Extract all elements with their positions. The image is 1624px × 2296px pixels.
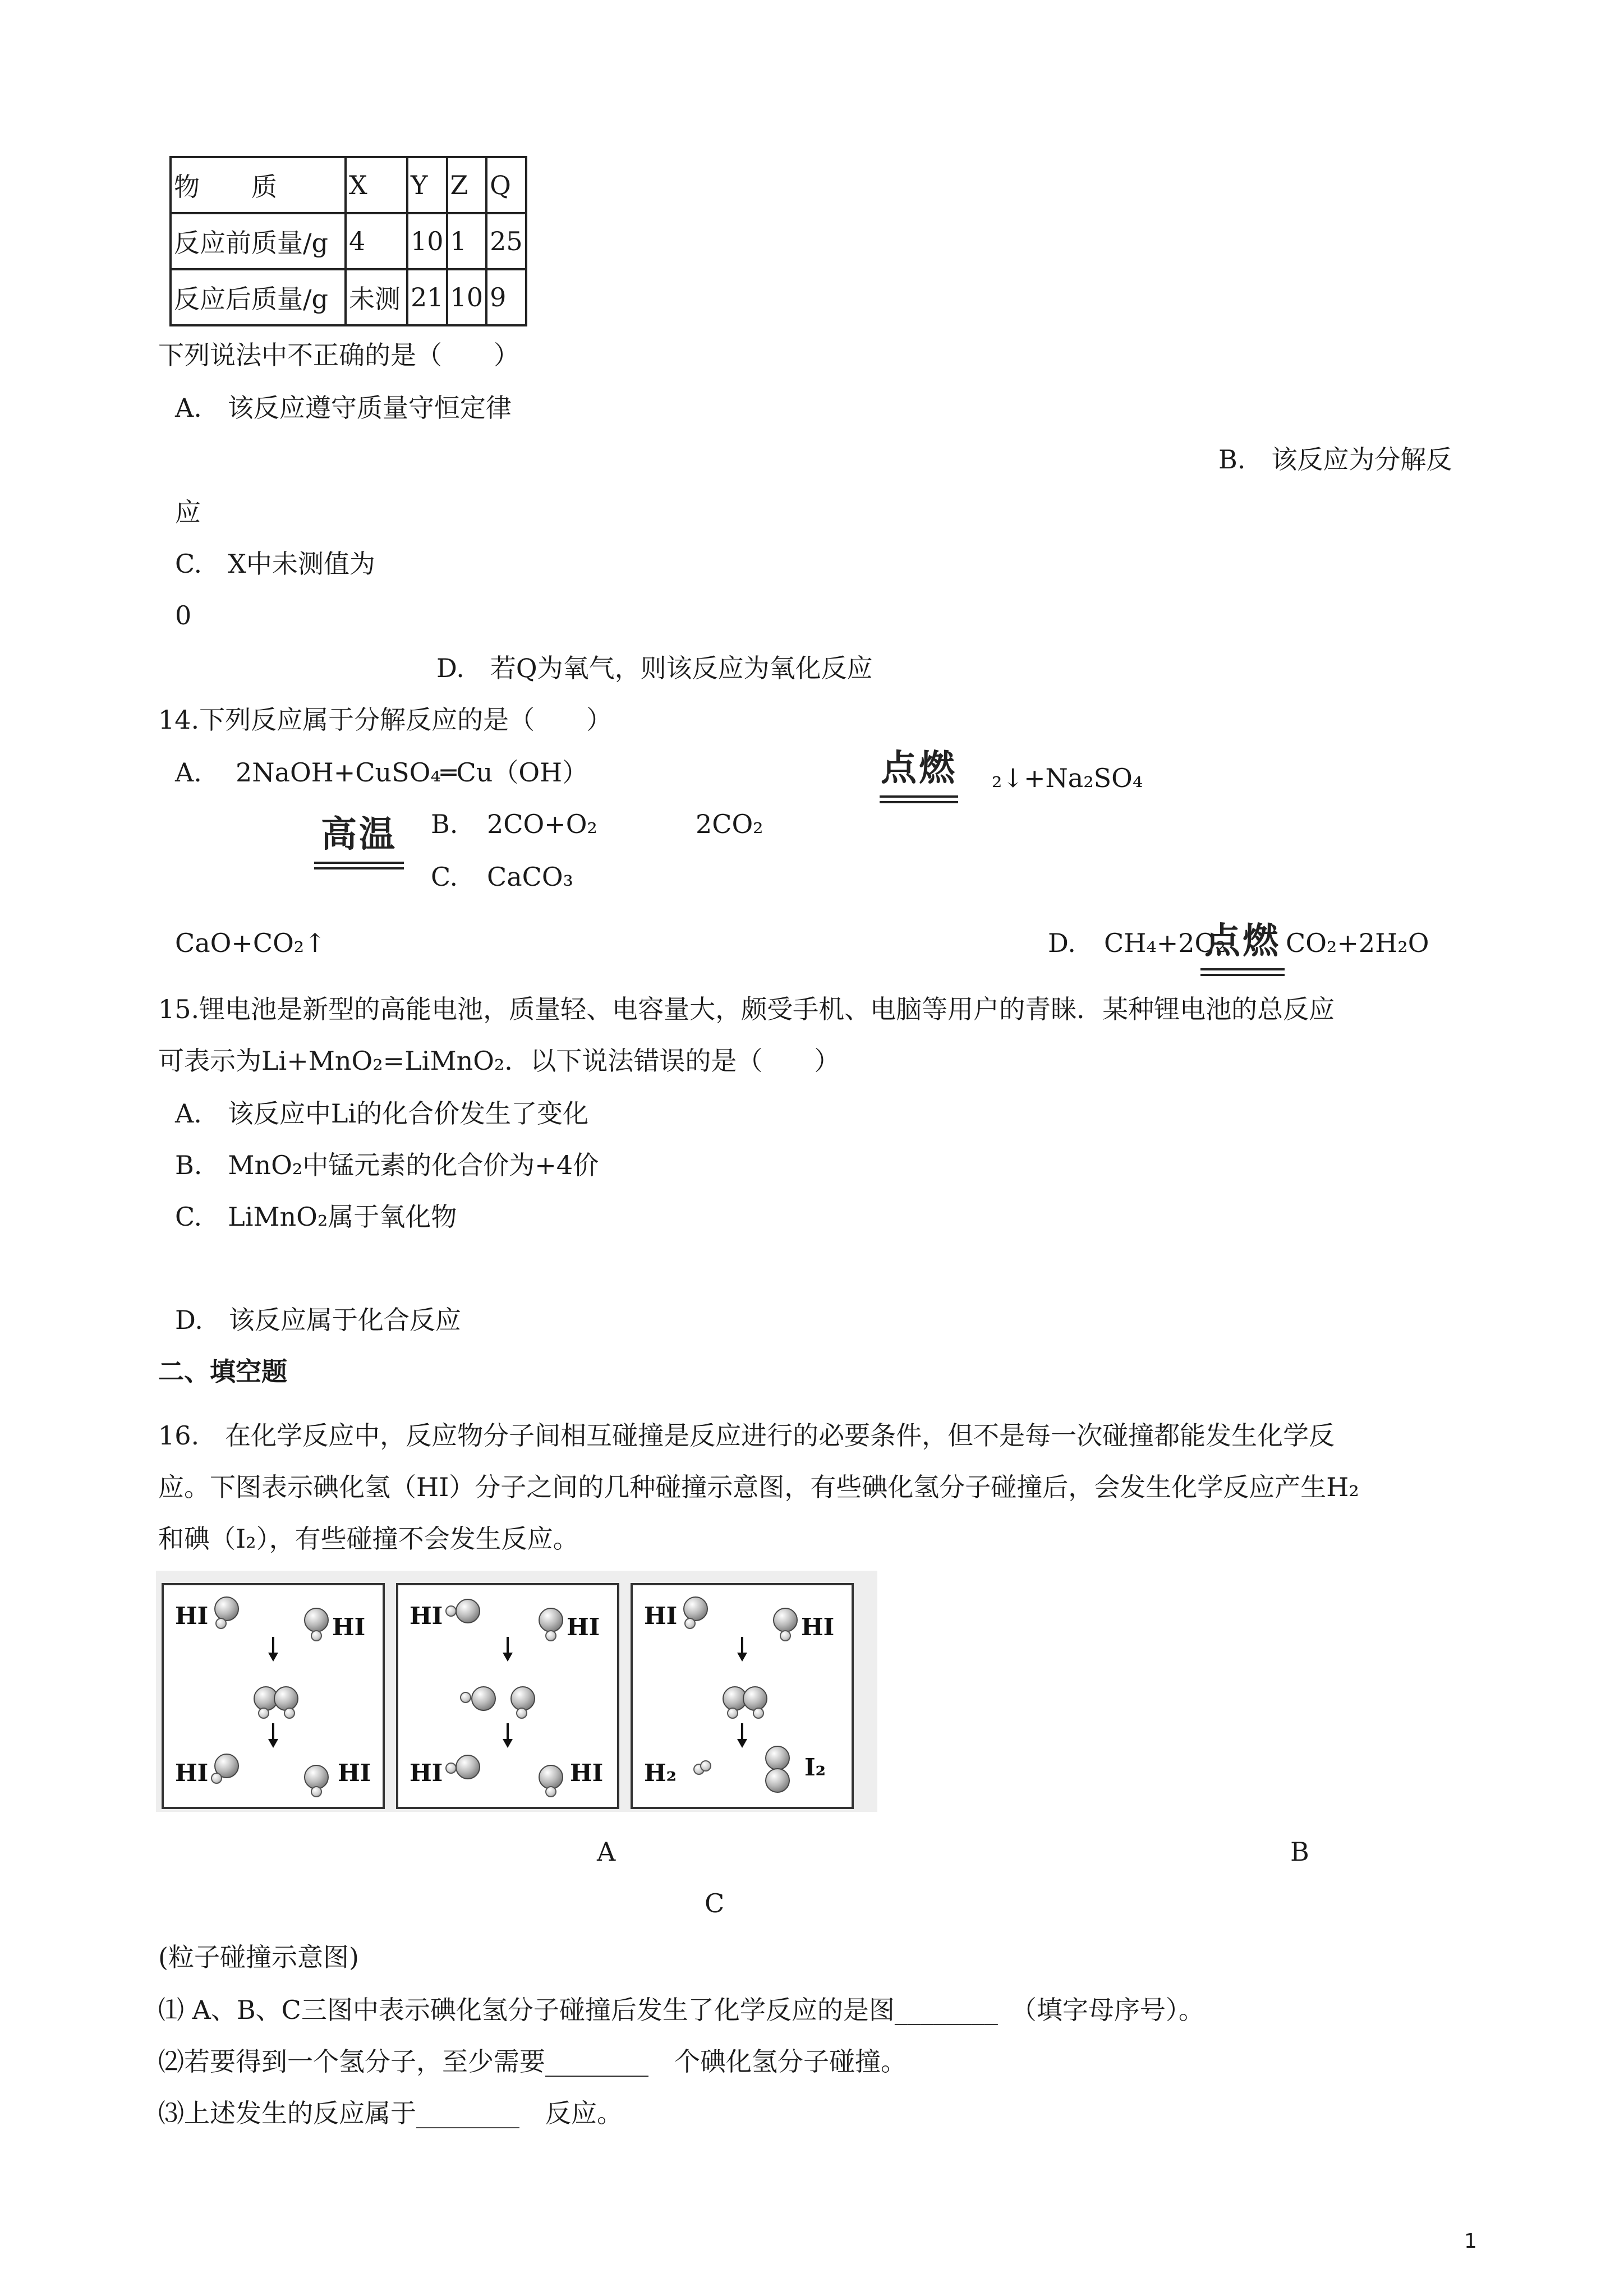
iodine-atom bbox=[214, 1596, 239, 1621]
q16-stem-line1: 16. 在化学反应中，反应物分子间相互碰撞是反应进行的必要条件，但不是每一次碰撞都能发生化学反 bbox=[158, 1420, 1335, 1451]
equals-line bbox=[314, 862, 404, 864]
down-arrow-icon bbox=[737, 1723, 747, 1748]
q14-option-b-label: B. bbox=[431, 809, 458, 839]
hi-label: HI bbox=[410, 1759, 443, 1787]
ignite-label: 点燃 bbox=[1204, 921, 1281, 962]
high-temp-label: 高温 bbox=[321, 814, 397, 855]
iodine-atom bbox=[456, 1755, 480, 1779]
hydrogen-atom bbox=[684, 1618, 696, 1629]
hydrogen-atom bbox=[258, 1708, 269, 1719]
iodine-atom bbox=[765, 1768, 790, 1793]
hi-label: HI bbox=[570, 1759, 604, 1787]
ignite-condition bbox=[880, 739, 958, 803]
q15-stem-line1: 15.锂电池是新型的高能电池，质量轻、电容量大，颇受手机、电脑等用户的青睐．某种锂电池的总反应 bbox=[158, 994, 1335, 1024]
hydrogen-atom bbox=[211, 1773, 222, 1784]
iodine-atom bbox=[274, 1686, 298, 1711]
q14-stem: 14.下列反应属于分解反应的是（ ） bbox=[158, 705, 613, 735]
q15-option-b: B. MnO₂中锰元素的化合价为+4价 bbox=[175, 1150, 599, 1180]
q14-option-b-right: 2CO₂ bbox=[696, 809, 763, 839]
collision-panel-a bbox=[162, 1583, 385, 1809]
q13-option-a: A. 该反应遵守质量守恒定律 bbox=[175, 393, 512, 423]
equals-line bbox=[880, 795, 958, 798]
down-arrow-icon bbox=[268, 1637, 278, 1662]
table-cell: 未测 bbox=[346, 269, 407, 325]
table-cell: 9 bbox=[486, 269, 526, 325]
diagram-caption: (粒子碰撞示意图) bbox=[158, 1942, 359, 1972]
i2-label: I₂ bbox=[804, 1754, 826, 1781]
hydrogen-atom bbox=[460, 1692, 471, 1703]
iodine-atom bbox=[456, 1599, 480, 1623]
hydrogen-atom bbox=[753, 1708, 764, 1719]
hydrogen-atom bbox=[284, 1708, 295, 1719]
table-cell: 21 bbox=[407, 269, 447, 325]
q14-option-d-left: CH₄+2O₂ bbox=[1104, 928, 1226, 958]
table-cell: 10 bbox=[407, 213, 447, 269]
q16-stem-line3: 和碘（I₂），有些碰撞不会发生反应。 bbox=[158, 1524, 579, 1554]
q13-stem: 下列说法中不正确的是（ ） bbox=[158, 340, 519, 370]
equals-line bbox=[1200, 968, 1285, 970]
q13-option-b: B. 该反应为分解反 bbox=[1218, 444, 1452, 475]
hi-label: HI bbox=[175, 1602, 209, 1630]
page-number: 1 bbox=[1464, 2230, 1477, 2253]
table-cell: 反应后质量/g bbox=[171, 269, 346, 325]
iodine-atom bbox=[471, 1686, 496, 1711]
q13-option-b-cont: 应 bbox=[175, 497, 201, 527]
q16-sub2: ⑵若要得到一个氢分子，至少需要________ 个碘化氢分子碰撞。 bbox=[158, 2046, 907, 2077]
down-arrow-icon bbox=[503, 1637, 513, 1662]
q14-option-c-right: CaO+CO₂↑ bbox=[175, 928, 326, 958]
iodine-atom bbox=[773, 1608, 798, 1632]
hydrogen-atom bbox=[545, 1630, 556, 1641]
hydrogen-atom bbox=[516, 1708, 527, 1719]
q16-sub3: ⑶上述发生的反应属于________ 反应。 bbox=[158, 2098, 623, 2128]
table-cell: 反应前质量/g bbox=[171, 213, 346, 269]
hi-label: HI bbox=[801, 1613, 835, 1641]
table-cell: 1 bbox=[447, 213, 487, 269]
down-arrow-icon bbox=[268, 1723, 278, 1748]
hydrogen-atom bbox=[727, 1708, 738, 1719]
iodine-atom bbox=[743, 1686, 767, 1711]
hydrogen-atom bbox=[311, 1786, 322, 1797]
q16-sub1: ⑴ A、B、C三图中表示碘化氢分子碰撞后发生了化学反应的是图________ （填字母序号）。 bbox=[158, 1995, 1204, 2025]
ignite-condition bbox=[1200, 912, 1285, 976]
q13-option-c-cont: 0 bbox=[175, 600, 192, 631]
table-cell: 25 bbox=[486, 213, 526, 269]
ignite-label: 点燃 bbox=[881, 748, 957, 789]
q15-option-c: C. LiMnO₂属于氧化物 bbox=[175, 1202, 457, 1232]
q14-option-c-left: CaCO₃ bbox=[487, 862, 573, 892]
q14-option-c-label: C. bbox=[431, 862, 458, 892]
substance-mass-table bbox=[169, 156, 527, 326]
collision-panel-b bbox=[396, 1583, 619, 1809]
q15-stem-line2: 可表示为Li+MnO₂=LiMnO₂．以下说法错误的是（ ） bbox=[158, 1046, 840, 1076]
high-temp-condition bbox=[314, 806, 404, 869]
q13-option-c: C. X中未测值为 bbox=[175, 549, 375, 579]
hydrogen-atom bbox=[700, 1760, 711, 1772]
q14-option-d-right: CO₂+2H₂O bbox=[1286, 928, 1429, 958]
hydrogen-atom bbox=[445, 1605, 457, 1617]
table-cell: 10 bbox=[447, 269, 487, 325]
hi-label: HI bbox=[338, 1759, 371, 1787]
section-title: 二、填空题 bbox=[158, 1356, 287, 1387]
diagram-label-c: C bbox=[705, 1888, 725, 1918]
equals-line bbox=[314, 867, 404, 869]
diagram-label-a: A bbox=[597, 1837, 616, 1867]
equals-line bbox=[1200, 974, 1285, 976]
diagram-label-b: B bbox=[1290, 1837, 1309, 1867]
table-row bbox=[171, 213, 526, 269]
q14-option-b-left: 2CO+O₂ bbox=[487, 809, 597, 839]
q14-option-a-tail: ₂↓+Na₂SO₄ bbox=[992, 763, 1143, 793]
down-arrow-icon bbox=[737, 1637, 747, 1662]
iodine-atom bbox=[304, 1608, 329, 1632]
table-header-row bbox=[171, 157, 526, 213]
q15-option-d: D. 该反应属于化合反应 bbox=[175, 1305, 461, 1335]
collision-panel-c bbox=[631, 1583, 854, 1809]
equals-line bbox=[880, 801, 958, 803]
iodine-atom bbox=[683, 1596, 708, 1621]
hi-label: HI bbox=[332, 1613, 366, 1641]
q14-option-d-label: D. bbox=[1048, 928, 1076, 958]
q14-option-a-equation: 2NaOH+CuSO₄═Cu（OH） bbox=[236, 757, 588, 788]
iodine-atom bbox=[539, 1608, 563, 1632]
h2-label: H₂ bbox=[644, 1759, 677, 1787]
collision-diagram bbox=[156, 1571, 877, 1812]
hi-label: HI bbox=[175, 1759, 209, 1787]
table-header-cell: Y bbox=[407, 157, 447, 213]
table-header-cell: X bbox=[346, 157, 407, 213]
table-header-cell: 物 质 bbox=[171, 157, 346, 213]
table-header-cell: Z bbox=[447, 157, 487, 213]
table-header-cell: Q bbox=[486, 157, 526, 213]
q16-stem-line2: 应。下图表示碘化氢（HI）分子之间的几种碰撞示意图，有些碘化氢分子碰撞后，会发生化学反应产生H₂ bbox=[158, 1472, 1359, 1502]
hi-label: HI bbox=[567, 1613, 600, 1641]
hydrogen-atom bbox=[215, 1618, 227, 1629]
hi-label: HI bbox=[644, 1602, 678, 1630]
hydrogen-atom bbox=[311, 1630, 322, 1641]
down-arrow-icon bbox=[503, 1723, 513, 1748]
iodine-atom bbox=[765, 1746, 790, 1770]
table-row bbox=[171, 269, 526, 325]
hydrogen-atom bbox=[445, 1763, 457, 1774]
q14-option-a-label: A. bbox=[175, 757, 202, 788]
hi-label: HI bbox=[410, 1602, 443, 1630]
hydrogen-atom bbox=[545, 1786, 556, 1797]
hydrogen-atom bbox=[780, 1630, 791, 1641]
q13-option-d: D. 若Q为氧气，则该反应为氧化反应 bbox=[436, 653, 873, 683]
table-cell: 4 bbox=[346, 213, 407, 269]
q15-option-a: A. 该反应中Li的化合价发生了变化 bbox=[175, 1098, 589, 1129]
